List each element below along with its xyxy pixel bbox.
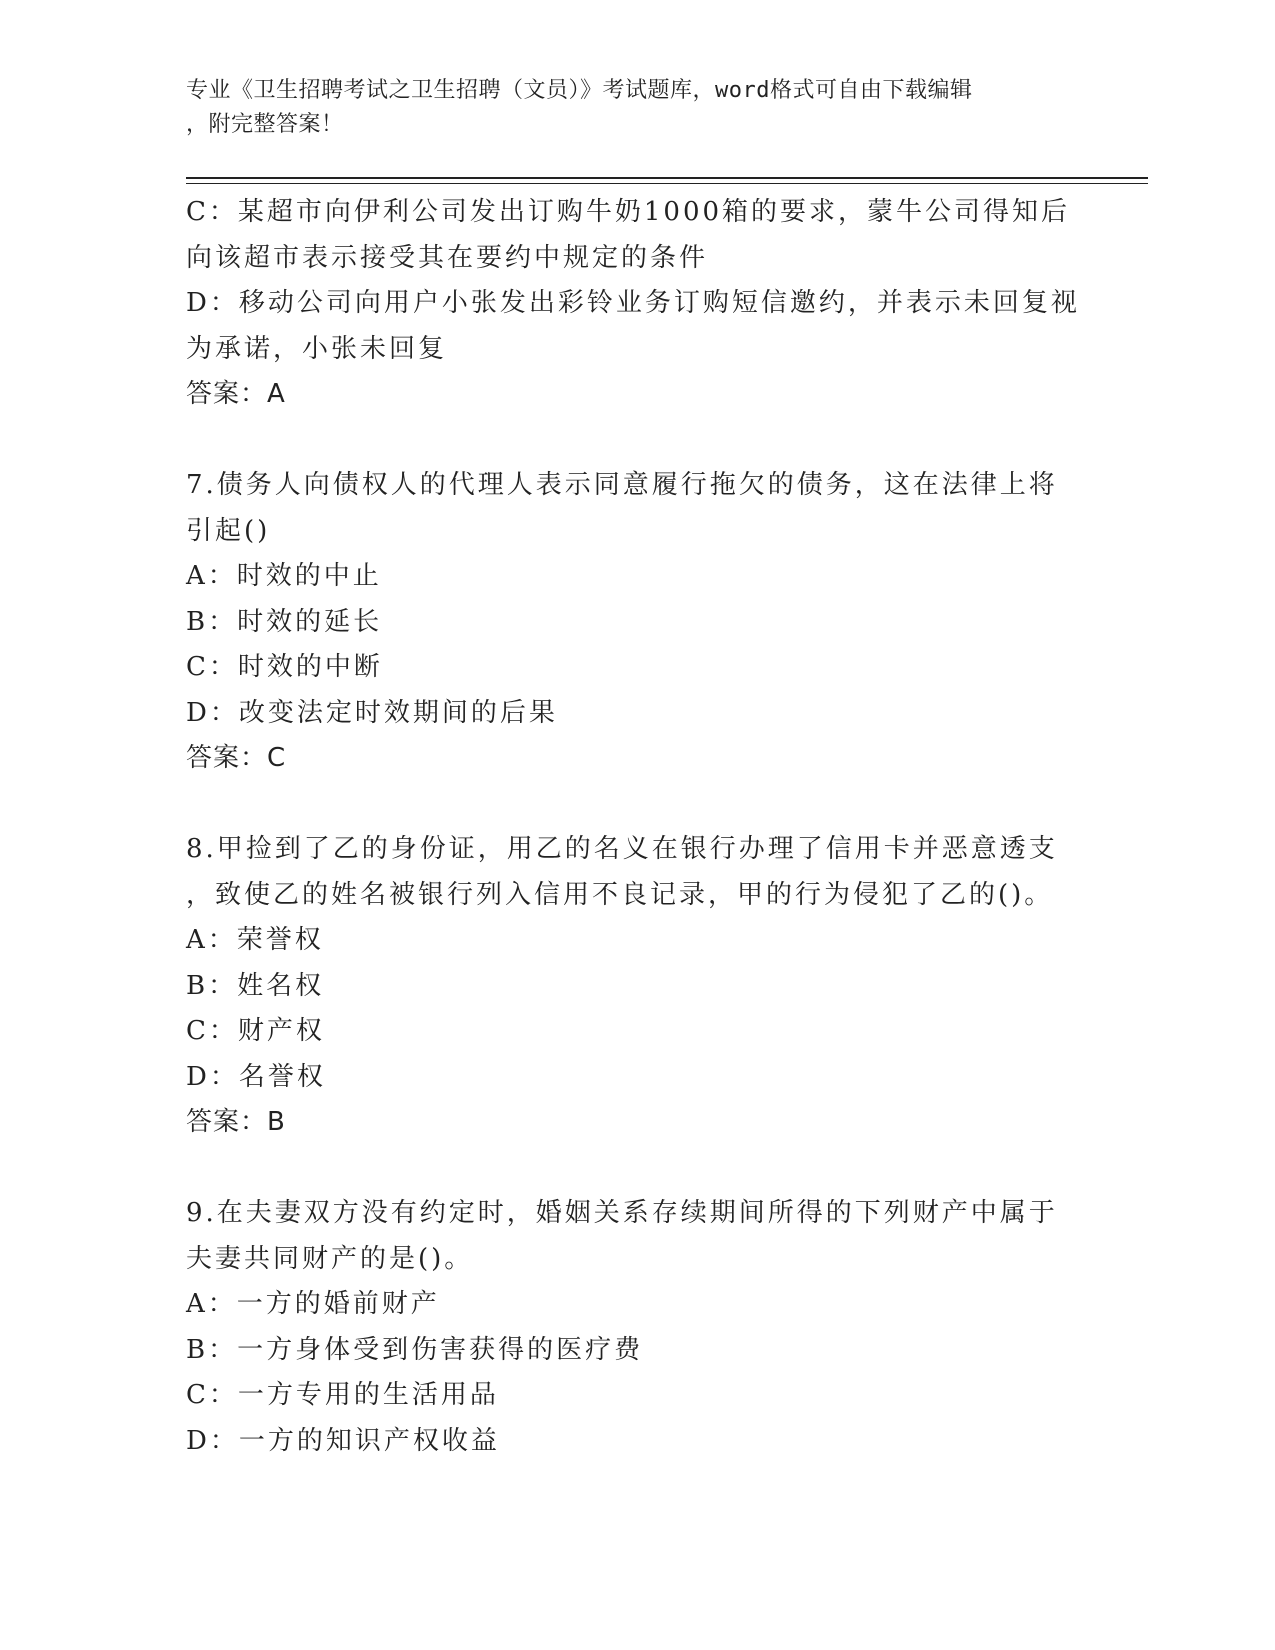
option-d: D：一方的知识产权收益 (186, 1425, 500, 1456)
question-stem-line2: 夫妻共同财产的是()。 (186, 1243, 474, 1274)
option-b: B：时效的延长 (186, 606, 383, 637)
question-7 (186, 463, 1086, 782)
question-9 (186, 1191, 1086, 1464)
spacer (186, 782, 1086, 828)
header-divider-thin (186, 183, 1148, 184)
question-stem-line2: 引起() (186, 515, 271, 546)
question-6-tail (186, 190, 1086, 418)
answer: 答案：B (186, 1107, 286, 1137)
option-d-line2: 为承诺，小张未回复 (186, 333, 448, 364)
spacer (186, 418, 1086, 464)
option-a: A：时效的中止 (186, 561, 382, 591)
question-stem-line2: ，致使乙的姓名被银行列入信用不良记录，甲的行为侵犯了乙的()。 (186, 879, 1054, 910)
header-divider-thick (186, 177, 1148, 179)
question-stem-line1: 7.债务人向债权人的代理人表示同意履行拖欠的债务，这在法律上将 (186, 470, 1058, 500)
option-a: A：荣誉权 (186, 925, 324, 955)
option-c: C：财产权 (186, 1016, 325, 1046)
option-d: D：改变法定时效期间的后果 (186, 697, 558, 728)
option-c: C：一方专用的生活用品 (186, 1380, 499, 1410)
page-header (186, 74, 1066, 142)
option-c-line2: 向该超市表示接受其在要约中规定的条件 (186, 242, 709, 273)
question-stem-line1: 8.甲捡到了乙的身份证，用乙的名义在银行办理了信用卡并恶意透支 (186, 834, 1058, 864)
answer: 答案：A (186, 379, 286, 409)
option-d: D：名誉权 (186, 1061, 326, 1092)
question-list (186, 190, 1086, 1464)
header-title-line2: ，附完整答案！ (186, 112, 344, 137)
header-title-line1: 专业《卫生招聘考试之卫生招聘（文员）》考试题库，word格式可自由下载编辑 (186, 78, 973, 103)
option-c: C：时效的中断 (186, 652, 383, 682)
option-b: B：一方身体受到伤害获得的医疗费 (186, 1334, 644, 1365)
question-8 (186, 827, 1086, 1146)
answer: 答案：C (186, 743, 287, 773)
option-c-line1: C：某超市向伊利公司发出订购牛奶1000箱的要求，蒙牛公司得知后 (186, 197, 1071, 227)
question-stem-line1: 9.在夫妻双方没有约定时，婚姻关系存续期间所得的下列财产中属于 (186, 1198, 1058, 1228)
option-d-line1: D：移动公司向用户小张发出彩铃业务订购短信邀约，并表示未回复视 (186, 288, 1080, 318)
spacer (186, 1146, 1086, 1192)
option-a: A：一方的婚前财产 (186, 1289, 440, 1319)
option-b: B：姓名权 (186, 970, 325, 1001)
